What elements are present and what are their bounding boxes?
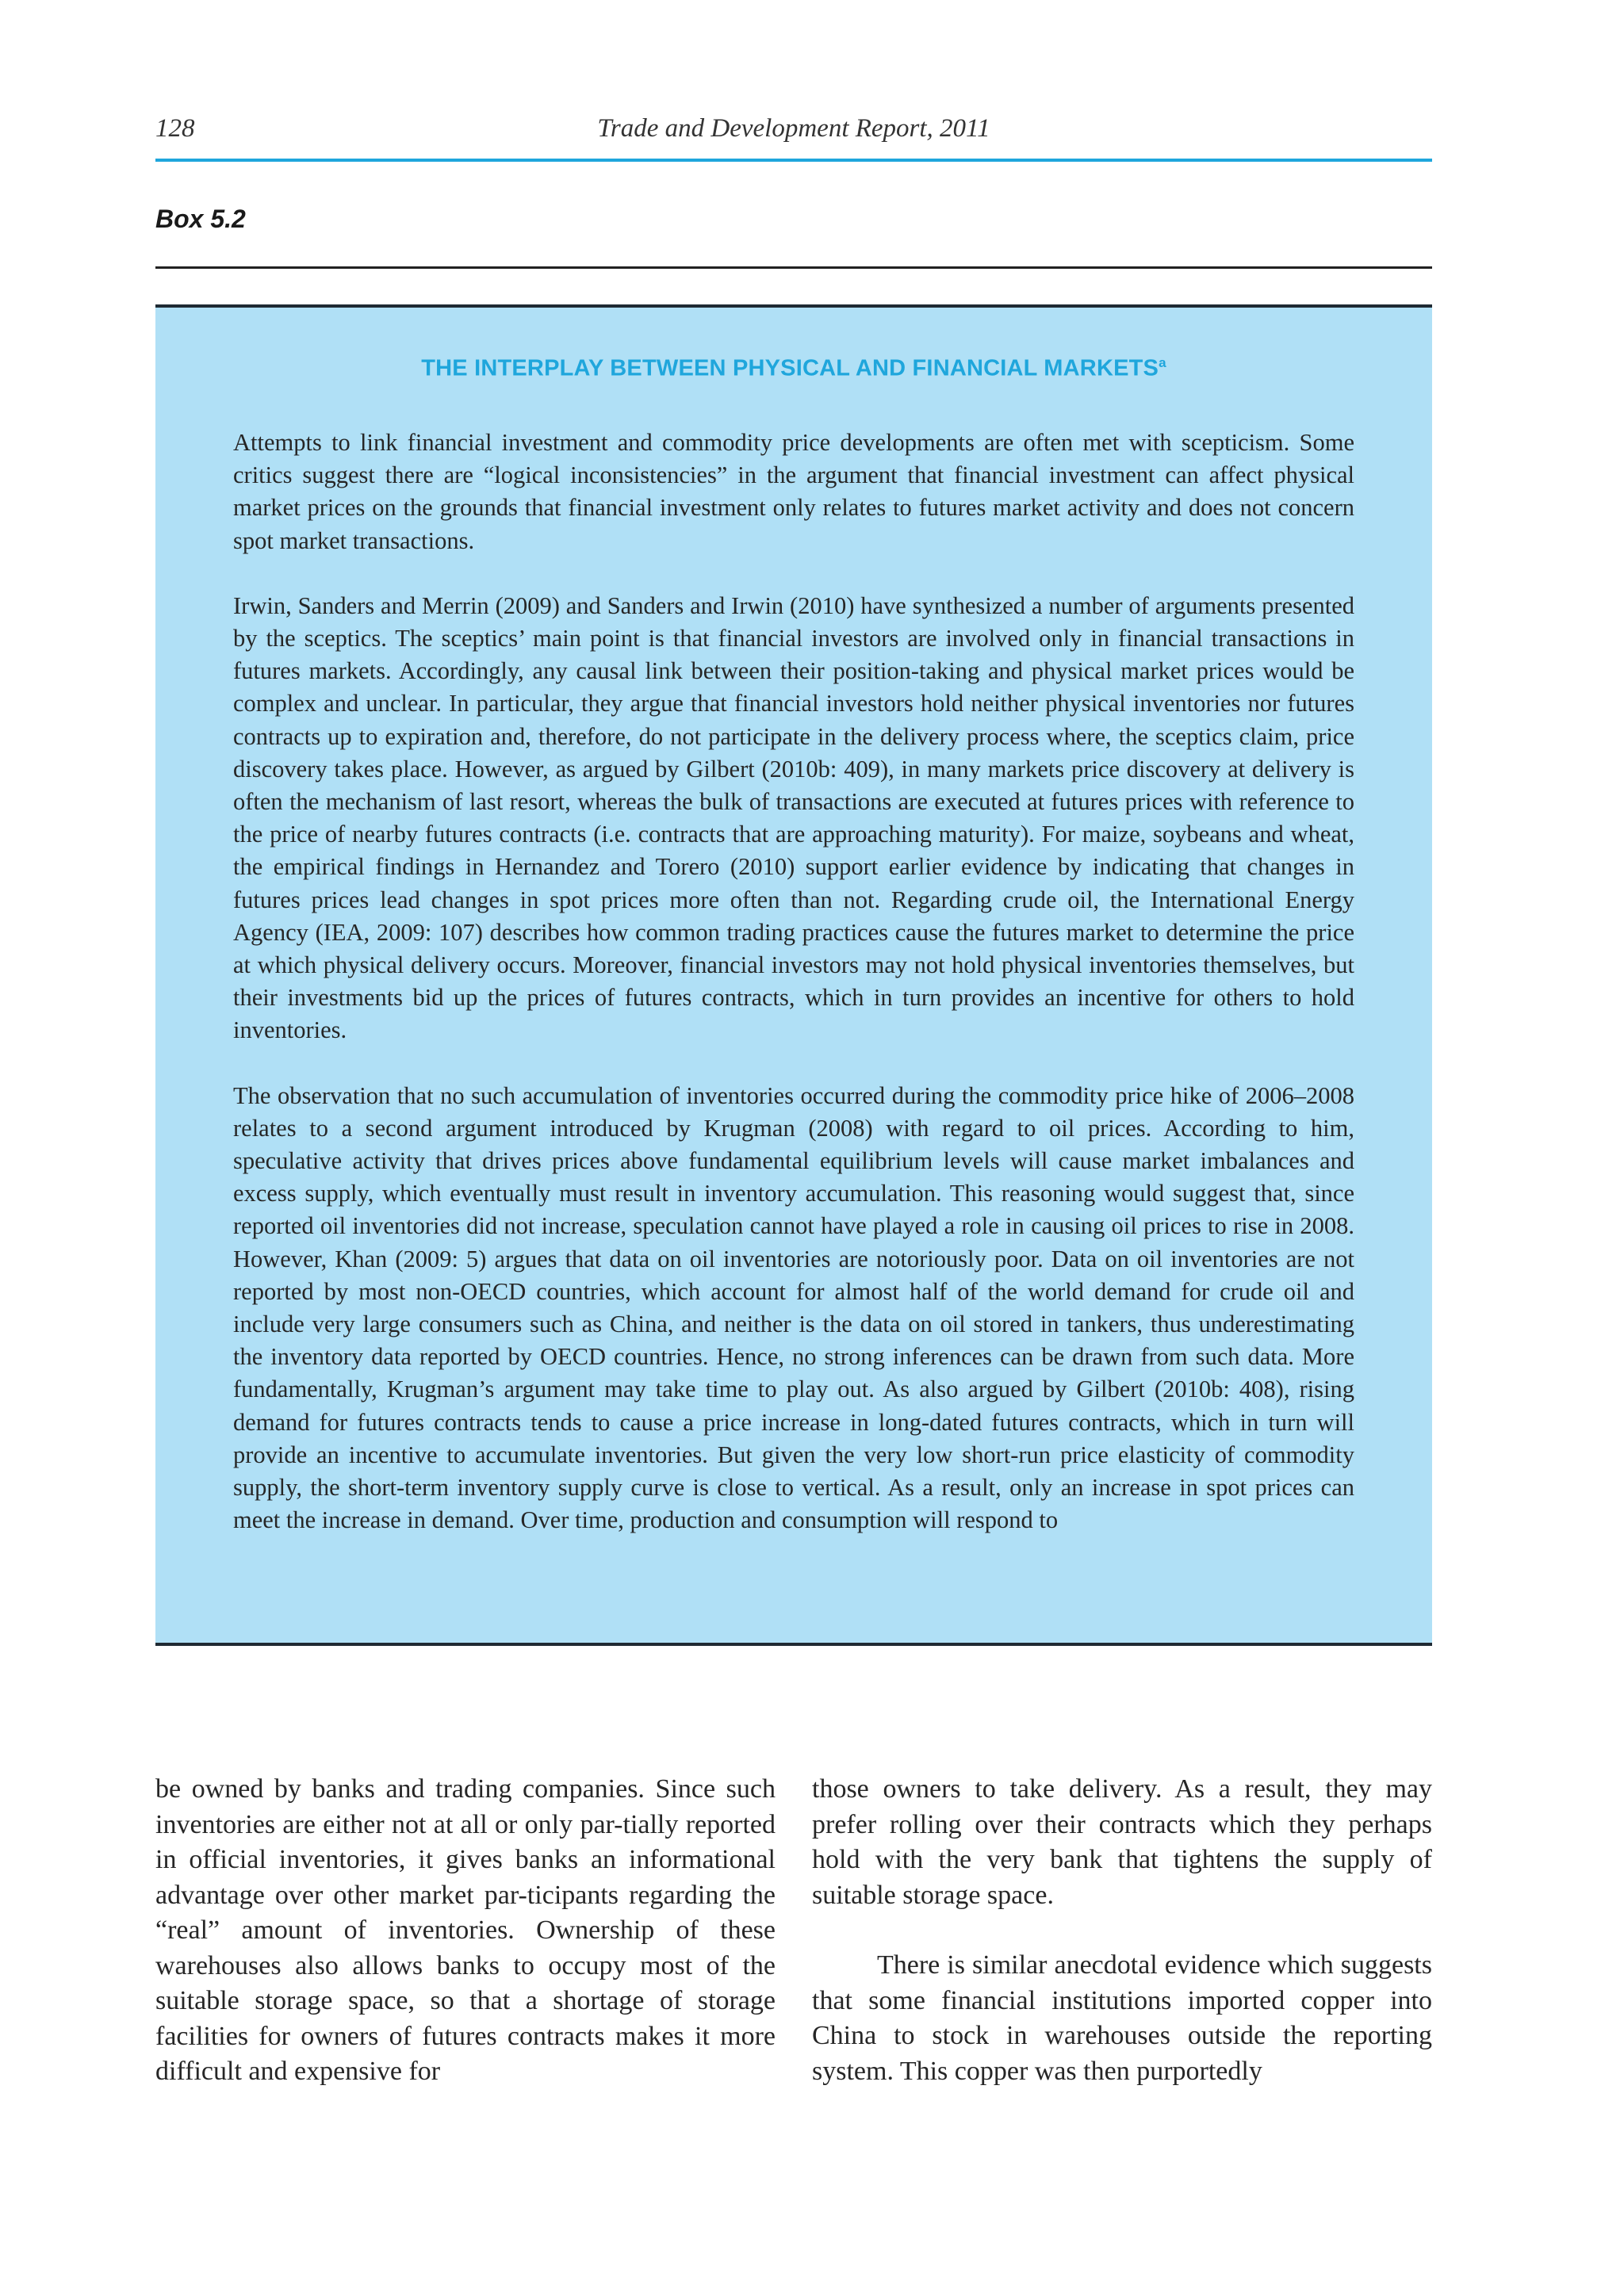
body-paragraph: be owned by banks and trading companies. Since such inventories are either not at all or only par-tially reported in official inventories, it gives banks an informational advantage over other market par-ticipants regarding the “real” amount of inventories. Ownership of these warehouses also allows banks to occupy most of the suitable storage space, so that a shortage of storage facilities for owners of futures contracts makes it more difficult and expensive for <box>155 1774 776 2086</box>
header-rule <box>155 159 1432 162</box>
box-paragraph: The observation that no such accumulation of inventories occurred during the commodity price hike of 2006–2008 relates to a second argument introduced by Krugman (2008) with regard to oil prices. According to him, speculative activity that drives prices above fundamental equilibrium levels will cause market imbalances and excess supply, which eventually must result in inventory accumulation. This reasoning would suggest that, since reported oil inventories did not increase, speculation cannot have played a role in causing oil prices to rise in 2008. However, Khan (2009: 5) argues that data on oil inventories are notoriously poor. Data on oil inventories are not reported by most non-OECD countries, which account for almost half of the world demand for crude oil and include very large consumers such as China, and neither is the data on oil stored in tankers, thus underestimating the inventory data reported by OECD countries. Hence, no strong inferences can be drawn from such data. More fundamentally, Krugman’s argument may take time to play out. As also argued by Gilbert (2010b: 408), rising demand for futures contracts tends to cause a price increase in long-dated futures contracts, which in turn will provide an incentive to accumulate inventories. But given the very low short-run price elasticity of commodity supply, the short-term inventory supply curve is close to vertical. As a result, only an increase in spot prices can meet the increase in demand. Over time, production and consumption will respond to <box>233 1081 1354 1534</box>
page-header <box>155 114 1432 152</box>
box-body <box>233 427 1354 1570</box>
body-paragraph: There is similar anecdotal evidence which suggests that some financial institutions imported copper into China to stock in warehouses outside the reporting system. This copper was then purportedly <box>812 1950 1432 2086</box>
box-paragraph: Attempts to link financial investment and commodity price developments are often met with scepticism. Some critics suggest there are “logical inconsistencies” in the argument that financial investment can affect physical market prices on the grounds that financial investment only relates to futures market activity and does not concern spot market transactions. <box>233 429 1354 554</box>
running-title: Trade and Development Report, 2011 <box>597 114 990 143</box>
right-column <box>812 1772 1432 2124</box>
text-box <box>155 304 1432 1646</box>
box-title <box>155 355 1432 382</box>
body-paragraph: those owners to take delivery. As a result, they may prefer rolling over their contracts which they perhaps hold with the very bank that tightens the supply of suitable storage space. <box>812 1774 1432 1910</box>
box-label: Box 5.2 <box>155 205 246 233</box>
left-column <box>155 1772 776 2125</box>
page-number: 128 <box>155 114 195 143</box>
box-paragraph: Irwin, Sanders and Merrin (2009) and Sanders and Irwin (2010) have synthesized a number of arguments presented by the sceptics. The sceptics’ main point is that financial investors are involved only in financial transactions in futures markets. Accordingly, any causal link between their position-taking and physical market prices would be complex and unclear. In particular, they argue that financial investors hold neither physical inventories nor futures contracts up to expiration and, therefore, do not participate in the delivery process where, the sceptics claim, price discovery takes place. However, as argued by Gilbert (2010b: 409), in many markets price discovery at delivery is often the mechanism of last resort, whereas the bulk of transactions are executed at futures prices with reference to the price of nearby futures contracts (i.e. contracts that are approaching maturity). For maize, soybeans and wheat, the empirical findings in Hernandez and Torero (2010) support earlier evidence by indicating that changes in futures prices lead changes in spot prices more often than not. Regarding crude oil, the International Energy Agency (IEA, 2009: 107) describes how common trading practices cause the futures market to determine the price at which physical delivery occurs. Moreover, financial investors may not hold physical inventories themselves, but their investments bid up the prices of futures contracts, which in turn provides an incentive for others to hold inventories. <box>233 591 1354 1044</box>
box-label-rule <box>155 266 1432 269</box>
box-title-text: THE INTERPLAY BETWEEN PHYSICAL AND FINANCIAL MARKETS <box>421 355 1159 381</box>
box-title-footnote-marker: a <box>1159 355 1166 370</box>
